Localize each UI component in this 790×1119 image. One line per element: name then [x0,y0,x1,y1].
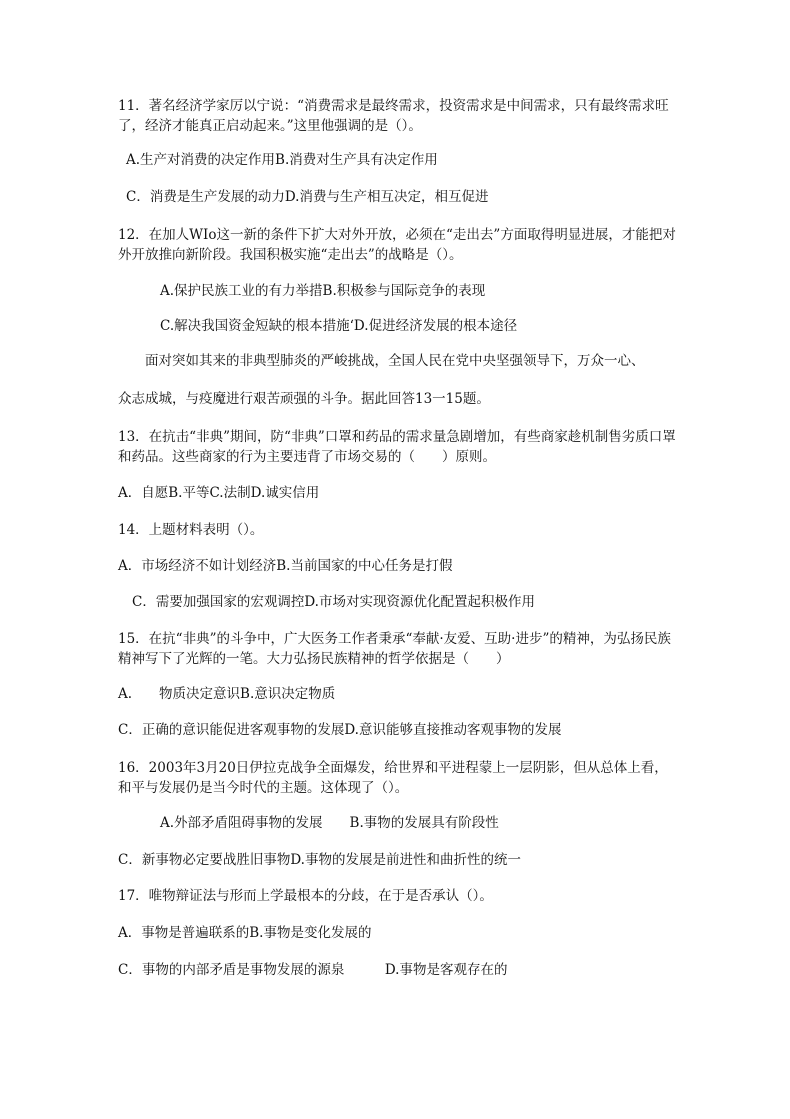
q14-options-ab: A．市场经济不如计划经济B.当前国家的中心任务是打假 [118,558,453,574]
question-17: 17．唯物辩证法与形而上学最根本的分歧，在于是否承认（）。 [118,888,493,904]
question-11: 11．著名经济学家厉以宁说：“消费需求是最终需求，投资需求是中间需求，只有最终需求旺了，经济才能真正启动起来。”这里他强调的是（）。 [118,98,669,134]
q16-options-cd: C．新事物必定要战胜旧事物D.事物的发展是前进性和曲折性的统一 [118,852,521,868]
q17-options-ab: A．事物是普遍联系的B.事物是变化发展的 [118,925,372,941]
q14-options-cd: C．需要加强国家的宏观调控D.市场对实现资源优化配置起积极作用 [132,594,535,610]
q16-options-ab: A.外部矛盾阻碍事物的发展 B.事物的发展具有阶段性 [160,815,499,831]
question-14: 14．上题材料表明（）。 [118,522,264,538]
q15-options-cd: C．正确的意识能促进客观事物的发展D.意识能够直接推动客观事物的发展 [118,722,562,738]
q15-options-ab: A. 物质决定意识B.意识决定物质 [118,686,336,702]
q17-options-cd: C．事物的内部矛盾是事物发展的源泉 D.事物是客观存在的 [118,962,508,978]
q13-options: A．自愿B.平等C.法制D.诚实信用 [118,485,320,501]
q12-options-ab: A.保护民族工业的有力举措B.积极参与国际竞争的表现 [160,283,486,299]
q11-options-ab: A.生产对消费的决定作用B.消费对生产具有决定作用 [126,152,438,168]
material-intro-line1: 面对突如其来的非典型肺炎的严峻挑战，全国人民在党中央坚强领导下，万众一心、 [145,353,645,369]
question-13: 13．在抗击“非典”期间，防“非典”口罩和药品的需求量急剧增加，有些商家趁机制售劣质口罩和药品。这些商家的行为主要违背了市场交易的（ ）原则。 [118,429,676,465]
question-15: 15．在抗“非典”的斗争中，广大医务工作者秉承“奉献·友爱、互助·进步”的精神，为弘扬民族精神写下了光辉的一笔。大力弘扬民族精神的哲学依据是（ ） [118,631,671,667]
material-intro-line2: 众志成城，与疫魔进行艰苦顽强的斗争。据此回答13一15题。 [118,391,490,407]
question-16: 16．2003年3月20日伊拉克战争全面爆发，给世界和平进程蒙上一层阴影，但从总体上看，和平与发展仍是当今时代的主题。这体现了（）。 [118,760,668,796]
question-12: 12．在加人WIo这一新的条件下扩大对外开放，必须在“走出去”方面取得明显进展，才能把对外开放推向新阶段。我国积极实施“走出去”的战略是（）。 [118,227,676,263]
q12-options-cd: C.解决我国资金短缺的根本措施‘D.促进经济发展的根本途径 [160,318,518,334]
q11-options-cd: C．消费是生产发展的动力D.消费与生产相互决定，相互促进 [126,189,489,205]
